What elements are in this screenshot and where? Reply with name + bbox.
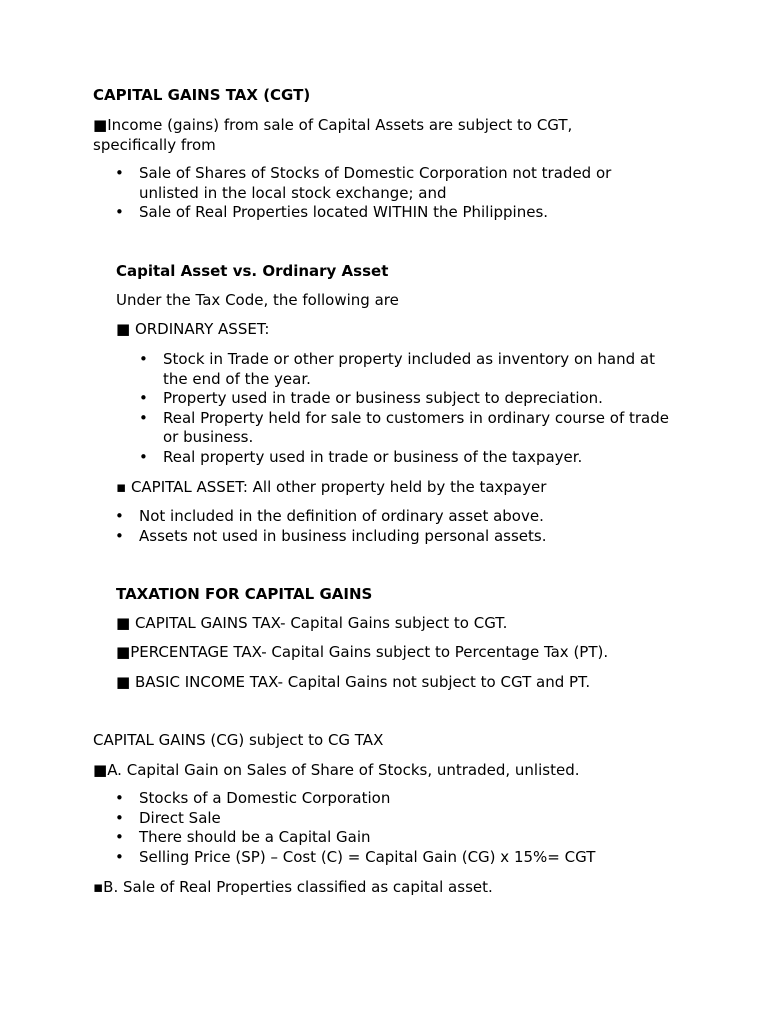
list-item: • Direct Sale <box>115 808 221 827</box>
bullet-icon: • <box>115 507 124 525</box>
section-a-list <box>115 789 679 867</box>
capital-asset-list <box>115 507 679 546</box>
square-bullet-icon: ■ <box>116 673 131 691</box>
bullet-icon: • <box>115 828 124 846</box>
ordinary-asset-label: ■ ORDINARY ASSET: <box>116 320 270 338</box>
list-item: • Property used in trade or business subject to depreciation. <box>139 389 603 407</box>
tax-code-line: Under the Tax Code, the following are <box>116 291 399 309</box>
list-item: • Real Property held for sale to customers in ordinary course of trade or business. <box>139 408 669 446</box>
cg-subject-line: CAPITAL GAINS (CG) subject to CG TAX <box>93 731 384 749</box>
heading-capital-gains-tax: CAPITAL GAINS TAX (CGT) <box>93 86 311 104</box>
heading-taxation-capital-gains: TAXATION FOR CAPITAL GAINS <box>116 585 373 603</box>
list-item: • Stocks of a Domestic Corporation <box>115 789 391 807</box>
list-item: • Stock in Trade or other property included as inventory on hand at the end of the year. <box>139 350 655 388</box>
bullet-icon: • <box>115 164 124 182</box>
bullet-icon: • <box>115 808 124 827</box>
bullet-icon: • <box>139 350 148 368</box>
heading-capital-vs-ordinary: Capital Asset vs. Ordinary Asset <box>116 262 389 280</box>
square-bullet-icon: ■ <box>116 614 131 632</box>
section-a-heading: ■A. Capital Gain on Sales of Share of Stocks, untraded, unlisted. <box>93 761 580 779</box>
bullet-icon: • <box>115 203 124 221</box>
list-item: • Assets not used in business including personal assets. <box>115 526 547 545</box>
square-bullet-icon: ■ <box>116 643 131 661</box>
list-item: • Selling Price (SP) – Cost (C) = Capital Gain (CG) x 15%= CGT <box>115 847 596 866</box>
bullet-icon: • <box>115 526 124 545</box>
bullet-icon: • <box>115 847 124 866</box>
small-square-bullet-icon: ▪ <box>93 878 104 896</box>
list-item: • Not included in the definition of ordinary asset above. <box>115 507 544 525</box>
list-item: • Sale of Shares of Stocks of Domestic Corporation not traded or unlisted in the local stock exchange; and <box>115 164 612 202</box>
taxation-item: ■ BASIC INCOME TAX- Capital Gains not subject to CGT and PT. <box>116 673 591 691</box>
bullet-icon: • <box>139 447 148 466</box>
bullet-icon: • <box>115 789 124 807</box>
cgt-subject-list <box>115 164 659 223</box>
intro-paragraph <box>93 116 633 155</box>
capital-asset-label: ▪ CAPITAL ASSET: All other property held by the taxpayer <box>116 478 547 496</box>
list-item: • Sale of Real Properties located WITHIN the Philippines. <box>115 203 549 221</box>
list-item: • Real property used in trade or business of the taxpayer. <box>139 447 583 466</box>
square-bullet-icon: ■ <box>116 320 131 338</box>
taxation-item: ■ CAPITAL GAINS TAX- Capital Gains subject to CGT. <box>116 614 508 632</box>
square-bullet-icon: ■ <box>93 116 108 134</box>
ordinary-asset-list <box>139 350 683 467</box>
square-bullet-icon: ■ <box>93 761 108 779</box>
section-b-heading: ▪B. Sale of Real Properties classified as capital asset. <box>93 878 493 896</box>
list-item: • There should be a Capital Gain <box>115 828 371 846</box>
small-square-bullet-icon: ▪ <box>116 478 127 496</box>
bullet-icon: • <box>139 408 148 427</box>
taxation-item: ■PERCENTAGE TAX- Capital Gains subject to Percentage Tax (PT). <box>116 643 609 661</box>
bullet-icon: • <box>139 389 148 407</box>
intro-text: Income (gains) from sale of Capital Assets are subject to CGT, specifically from <box>93 116 573 154</box>
